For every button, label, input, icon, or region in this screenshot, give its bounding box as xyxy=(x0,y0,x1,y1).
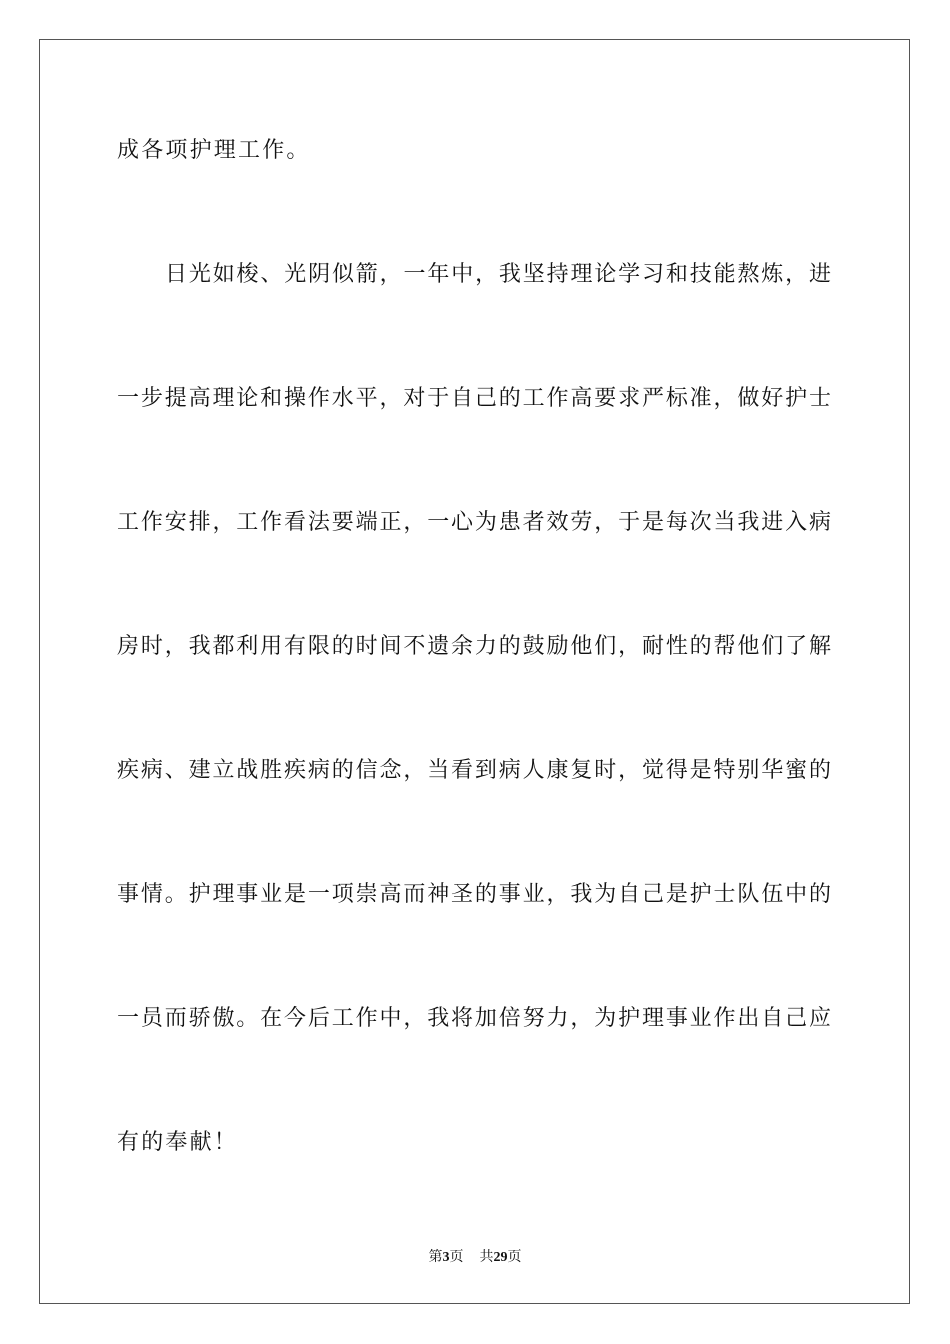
text-line-8: 一员而骄傲。在今后工作中，我将加倍努力，为护理事业作出自己应 xyxy=(117,1006,831,1031)
text-line-9: 有的奉献！ xyxy=(117,1130,239,1155)
text-line-5: 房时，我都利用有限的时间不遗余力的鼓励他们，耐性的帮他们了解 xyxy=(117,634,831,659)
footer-page-prefix: 第 xyxy=(428,1249,443,1265)
text-line-3: 一步提高理论和操作水平，对于自己的工作高要求严标准，做好护士 xyxy=(117,386,831,411)
footer-page-suffix: 页 xyxy=(449,1249,464,1265)
text-line-7: 事情。护理事业是一项崇高而神圣的事业，我为自己是护士队伍中的 xyxy=(117,882,831,907)
page-footer xyxy=(0,1248,950,1267)
footer-total-prefix: 共 xyxy=(479,1249,494,1265)
footer-page-number: 3 xyxy=(442,1250,450,1265)
text-line-1: 成各项护理工作。 xyxy=(117,138,311,163)
text-line-6: 疾病、建立战胜疾病的信念，当看到病人康复时，觉得是特别华蜜的 xyxy=(117,758,831,783)
text-line-2: 日光如梭、光阴似箭，一年中，我坚持理论学习和技能熬炼，进 xyxy=(165,262,831,287)
footer-total-suffix: 页 xyxy=(507,1249,522,1265)
text-line-4: 工作安排，工作看法要端正，一心为患者效劳，于是每次当我进入病 xyxy=(117,510,831,535)
page-border xyxy=(39,39,910,1304)
footer-total-pages: 29 xyxy=(493,1250,508,1265)
